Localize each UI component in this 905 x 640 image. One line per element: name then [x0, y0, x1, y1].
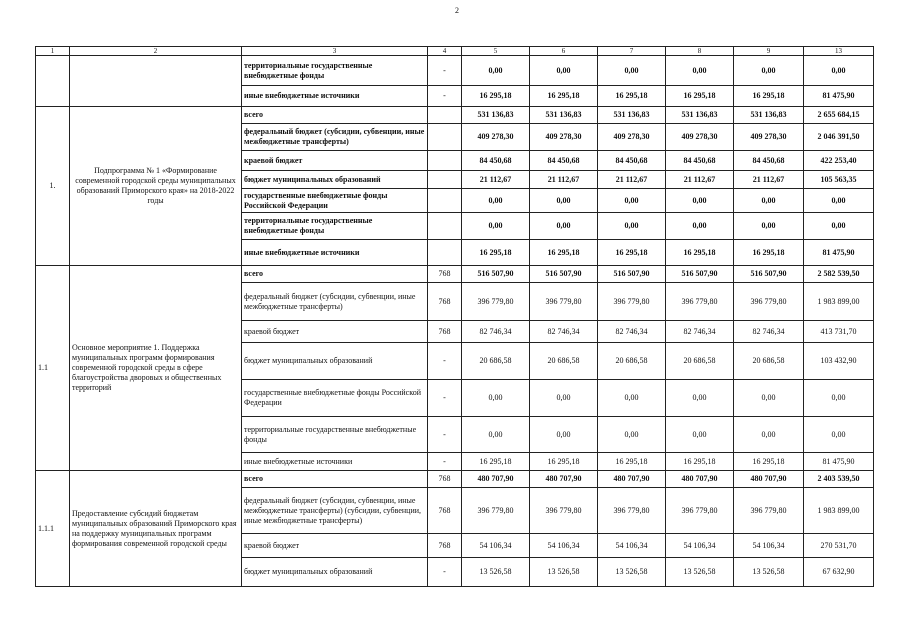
- value-cell: 1 983 899,00: [804, 283, 874, 321]
- row-number: 1.: [36, 107, 70, 266]
- value-cell: 396 779,80: [734, 488, 804, 534]
- header-cell: 6: [530, 47, 598, 56]
- funding-source: иные внебюджетные источники: [242, 240, 428, 266]
- value-cell: 2 582 539,50: [804, 266, 874, 283]
- value-cell: 82 746,34: [734, 321, 804, 343]
- value-cell: 0,00: [804, 380, 874, 417]
- code-cell: [428, 213, 462, 240]
- value-cell: 54 106,34: [666, 534, 734, 558]
- value-cell: 0,00: [804, 56, 874, 86]
- value-cell: 0,00: [530, 56, 598, 86]
- table-row: [36, 471, 874, 488]
- value-cell: 516 507,90: [598, 266, 666, 283]
- value-cell: 0,00: [462, 417, 530, 453]
- header-cell: 13: [804, 47, 874, 56]
- table-row: [36, 266, 874, 283]
- value-cell: 0,00: [530, 189, 598, 213]
- value-cell: 0,00: [734, 380, 804, 417]
- value-cell: 13 526,58: [530, 558, 598, 587]
- value-cell: 0,00: [666, 417, 734, 453]
- funding-source: краевой бюджет: [242, 321, 428, 343]
- value-cell: 0,00: [462, 380, 530, 417]
- value-cell: 84 450,68: [598, 151, 666, 171]
- value-cell: 13 526,58: [598, 558, 666, 587]
- row-number: 1.1.1: [36, 471, 70, 587]
- value-cell: 16 295,18: [734, 86, 804, 107]
- value-cell: 516 507,90: [462, 266, 530, 283]
- funding-source: территориальные государственные внебюджетные фонды: [242, 56, 428, 86]
- code-cell: 768: [428, 321, 462, 343]
- header-cell: 8: [666, 47, 734, 56]
- value-cell: 516 507,90: [734, 266, 804, 283]
- value-cell: 396 779,80: [666, 283, 734, 321]
- funding-source: территориальные государственные внебюджетные фонды: [242, 417, 428, 453]
- value-cell: 0,00: [598, 417, 666, 453]
- code-cell: 768: [428, 283, 462, 321]
- funding-source: государственные внебюджетные фонды Российской Федерации: [242, 189, 428, 213]
- value-cell: 0,00: [462, 189, 530, 213]
- funding-source: федеральный бюджет (субсидии, субвенции, иные межбюджетные трансферты): [242, 124, 428, 151]
- funding-source: иные внебюджетные источники: [242, 453, 428, 471]
- value-cell: 0,00: [734, 56, 804, 86]
- value-cell: 396 779,80: [598, 283, 666, 321]
- value-cell: 84 450,68: [666, 151, 734, 171]
- value-cell: 0,00: [530, 380, 598, 417]
- funding-source: государственные внебюджетные фонды Российской Федерации: [242, 380, 428, 417]
- value-cell: 2 655 684,15: [804, 107, 874, 124]
- value-cell: 409 278,30: [462, 124, 530, 151]
- value-cell: 0,00: [734, 417, 804, 453]
- code-cell: [428, 240, 462, 266]
- header-cell: 9: [734, 47, 804, 56]
- value-cell: 531 136,83: [530, 107, 598, 124]
- value-cell: 0,00: [666, 189, 734, 213]
- budget-table: [35, 46, 874, 587]
- value-cell: 84 450,68: [734, 151, 804, 171]
- header-row: [36, 47, 874, 56]
- value-cell: 20 686,58: [598, 343, 666, 380]
- value-cell: 16 295,18: [666, 240, 734, 266]
- value-cell: 396 779,80: [598, 488, 666, 534]
- header-cell: 4: [428, 47, 462, 56]
- value-cell: 16 295,18: [462, 453, 530, 471]
- value-cell: 413 731,70: [804, 321, 874, 343]
- funding-source: краевой бюджет: [242, 151, 428, 171]
- value-cell: 21 112,67: [734, 171, 804, 189]
- value-cell: 531 136,83: [598, 107, 666, 124]
- value-cell: 54 106,34: [462, 534, 530, 558]
- code-cell: [428, 189, 462, 213]
- funding-source: бюджет муниципальных образований: [242, 343, 428, 380]
- row-title: Подпрограмма № 1 «Формирование современной городской среды муниципальных образований Приморского края» на 2018-2022 годы: [70, 107, 242, 266]
- value-cell: 21 112,67: [666, 171, 734, 189]
- header-cell: 2: [70, 47, 242, 56]
- header-cell: 7: [598, 47, 666, 56]
- value-cell: 0,00: [804, 417, 874, 453]
- value-cell: 82 746,34: [462, 321, 530, 343]
- value-cell: 0,00: [462, 213, 530, 240]
- value-cell: 0,00: [734, 189, 804, 213]
- table-row: [36, 107, 874, 124]
- value-cell: 396 779,80: [734, 283, 804, 321]
- value-cell: 480 707,90: [598, 471, 666, 488]
- value-cell: 105 563,35: [804, 171, 874, 189]
- row-title: Предоставление субсидий бюджетам муниципальных образований Приморского края на поддержку муниципальных программ формирования современной городской среды: [70, 471, 242, 587]
- funding-source: территориальные государственные внебюджетные фонды: [242, 213, 428, 240]
- value-cell: 531 136,83: [734, 107, 804, 124]
- code-cell: [428, 151, 462, 171]
- funding-source: бюджет муниципальных образований: [242, 558, 428, 587]
- funding-source: краевой бюджет: [242, 534, 428, 558]
- value-cell: 103 432,90: [804, 343, 874, 380]
- value-cell: 2 046 391,50: [804, 124, 874, 151]
- value-cell: 396 779,80: [462, 283, 530, 321]
- value-cell: 480 707,90: [530, 471, 598, 488]
- value-cell: 409 278,30: [734, 124, 804, 151]
- value-cell: 67 632,90: [804, 558, 874, 587]
- code-cell: -: [428, 380, 462, 417]
- value-cell: 82 746,34: [666, 321, 734, 343]
- funding-source: федеральный бюджет (субсидии, субвенции, иные межбюджетные трансферты): [242, 283, 428, 321]
- code-cell: 768: [428, 471, 462, 488]
- value-cell: 16 295,18: [598, 453, 666, 471]
- value-cell: 16 295,18: [598, 86, 666, 107]
- value-cell: 13 526,58: [734, 558, 804, 587]
- code-cell: 768: [428, 488, 462, 534]
- header-cell: 3: [242, 47, 428, 56]
- code-cell: -: [428, 417, 462, 453]
- value-cell: 82 746,34: [530, 321, 598, 343]
- value-cell: 16 295,18: [734, 240, 804, 266]
- value-cell: 16 295,18: [462, 240, 530, 266]
- value-cell: 13 526,58: [462, 558, 530, 587]
- value-cell: 0,00: [598, 380, 666, 417]
- value-cell: 54 106,34: [530, 534, 598, 558]
- value-cell: 16 295,18: [666, 86, 734, 107]
- value-cell: 0,00: [598, 189, 666, 213]
- value-cell: 516 507,90: [666, 266, 734, 283]
- page-number: 2: [455, 6, 459, 15]
- value-cell: 84 450,68: [530, 151, 598, 171]
- value-cell: 20 686,58: [666, 343, 734, 380]
- funding-source: всего: [242, 266, 428, 283]
- row-number: 1.1: [36, 266, 70, 471]
- table-row: [36, 56, 874, 86]
- value-cell: 16 295,18: [734, 453, 804, 471]
- code-cell: 768: [428, 534, 462, 558]
- value-cell: 16 295,18: [530, 453, 598, 471]
- value-cell: 480 707,90: [462, 471, 530, 488]
- row-title: [70, 56, 242, 107]
- value-cell: 16 295,18: [598, 240, 666, 266]
- code-cell: -: [428, 343, 462, 380]
- value-cell: 0,00: [666, 213, 734, 240]
- code-cell: [428, 107, 462, 124]
- value-cell: 409 278,30: [598, 124, 666, 151]
- code-cell: -: [428, 56, 462, 86]
- header-cell: 1: [36, 47, 70, 56]
- value-cell: 0,00: [530, 213, 598, 240]
- funding-source: всего: [242, 107, 428, 124]
- value-cell: 516 507,90: [530, 266, 598, 283]
- value-cell: 396 779,80: [530, 488, 598, 534]
- code-cell: -: [428, 453, 462, 471]
- value-cell: 16 295,18: [666, 453, 734, 471]
- value-cell: 21 112,67: [530, 171, 598, 189]
- value-cell: 0,00: [462, 56, 530, 86]
- code-cell: [428, 171, 462, 189]
- value-cell: 531 136,83: [666, 107, 734, 124]
- value-cell: 0,00: [530, 417, 598, 453]
- value-cell: 396 779,80: [462, 488, 530, 534]
- row-number: [36, 56, 70, 107]
- value-cell: 480 707,90: [666, 471, 734, 488]
- table-body: [36, 47, 874, 587]
- value-cell: 270 531,70: [804, 534, 874, 558]
- row-title: Основное мероприятие 1. Поддержка муниципальных программ формирования современной городской среды в сфере благоустройства дворовых и общественных территорий: [70, 266, 242, 471]
- value-cell: 0,00: [598, 213, 666, 240]
- value-cell: 396 779,80: [666, 488, 734, 534]
- value-cell: 21 112,67: [462, 171, 530, 189]
- funding-source: иные внебюджетные источники: [242, 86, 428, 107]
- value-cell: 13 526,58: [666, 558, 734, 587]
- value-cell: 409 278,30: [666, 124, 734, 151]
- value-cell: 54 106,34: [734, 534, 804, 558]
- value-cell: 0,00: [804, 213, 874, 240]
- value-cell: 0,00: [804, 189, 874, 213]
- code-cell: [428, 124, 462, 151]
- header-cell: 5: [462, 47, 530, 56]
- value-cell: 0,00: [666, 380, 734, 417]
- value-cell: 81 475,90: [804, 86, 874, 107]
- funding-source: федеральный бюджет (субсидии, субвенции, иные межбюджетные трансферты) (субсидии, субвенции, иные межбюджетные трансферты): [242, 488, 428, 534]
- funding-source: всего: [242, 471, 428, 488]
- value-cell: 20 686,58: [734, 343, 804, 380]
- value-cell: 480 707,90: [734, 471, 804, 488]
- value-cell: 396 779,80: [530, 283, 598, 321]
- value-cell: 0,00: [666, 56, 734, 86]
- code-cell: 768: [428, 266, 462, 283]
- funding-source: бюджет муниципальных образований: [242, 171, 428, 189]
- value-cell: 16 295,18: [530, 86, 598, 107]
- value-cell: 409 278,30: [530, 124, 598, 151]
- value-cell: 531 136,83: [462, 107, 530, 124]
- code-cell: -: [428, 558, 462, 587]
- value-cell: 20 686,58: [530, 343, 598, 380]
- value-cell: 16 295,18: [530, 240, 598, 266]
- value-cell: 21 112,67: [598, 171, 666, 189]
- value-cell: 84 450,68: [462, 151, 530, 171]
- value-cell: 82 746,34: [598, 321, 666, 343]
- value-cell: 2 403 539,50: [804, 471, 874, 488]
- value-cell: 16 295,18: [462, 86, 530, 107]
- value-cell: 54 106,34: [598, 534, 666, 558]
- value-cell: 81 475,90: [804, 453, 874, 471]
- value-cell: 81 475,90: [804, 240, 874, 266]
- value-cell: 422 253,40: [804, 151, 874, 171]
- value-cell: 1 983 899,00: [804, 488, 874, 534]
- value-cell: 0,00: [598, 56, 666, 86]
- value-cell: 0,00: [734, 213, 804, 240]
- code-cell: -: [428, 86, 462, 107]
- value-cell: 20 686,58: [462, 343, 530, 380]
